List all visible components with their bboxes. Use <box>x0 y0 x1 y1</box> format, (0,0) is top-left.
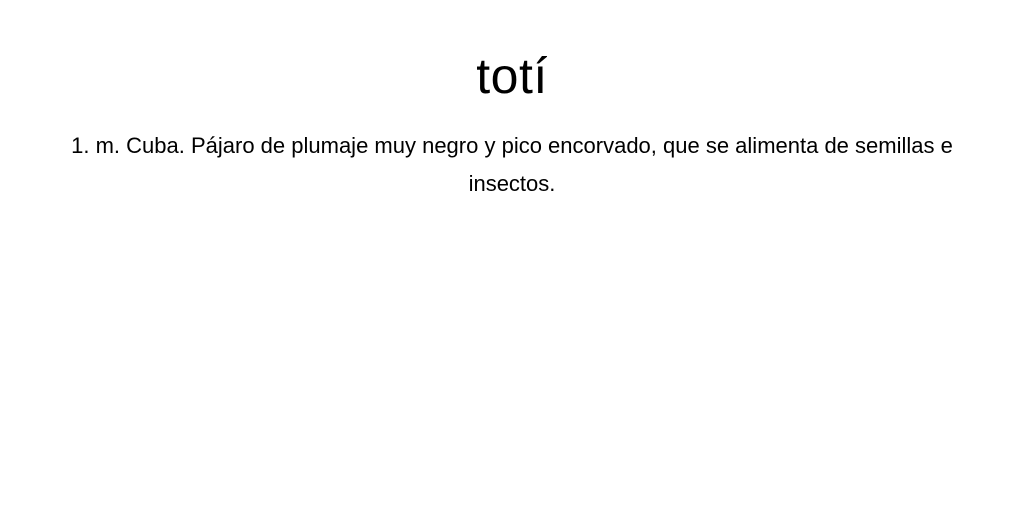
dictionary-entry <box>0 0 1024 203</box>
headword-title: totí <box>476 48 548 104</box>
definition-text: 1. m. Cuba. Pájaro de plumaje muy negro y pico encorvado, que se alimenta de semillas e insectos. <box>71 133 953 196</box>
